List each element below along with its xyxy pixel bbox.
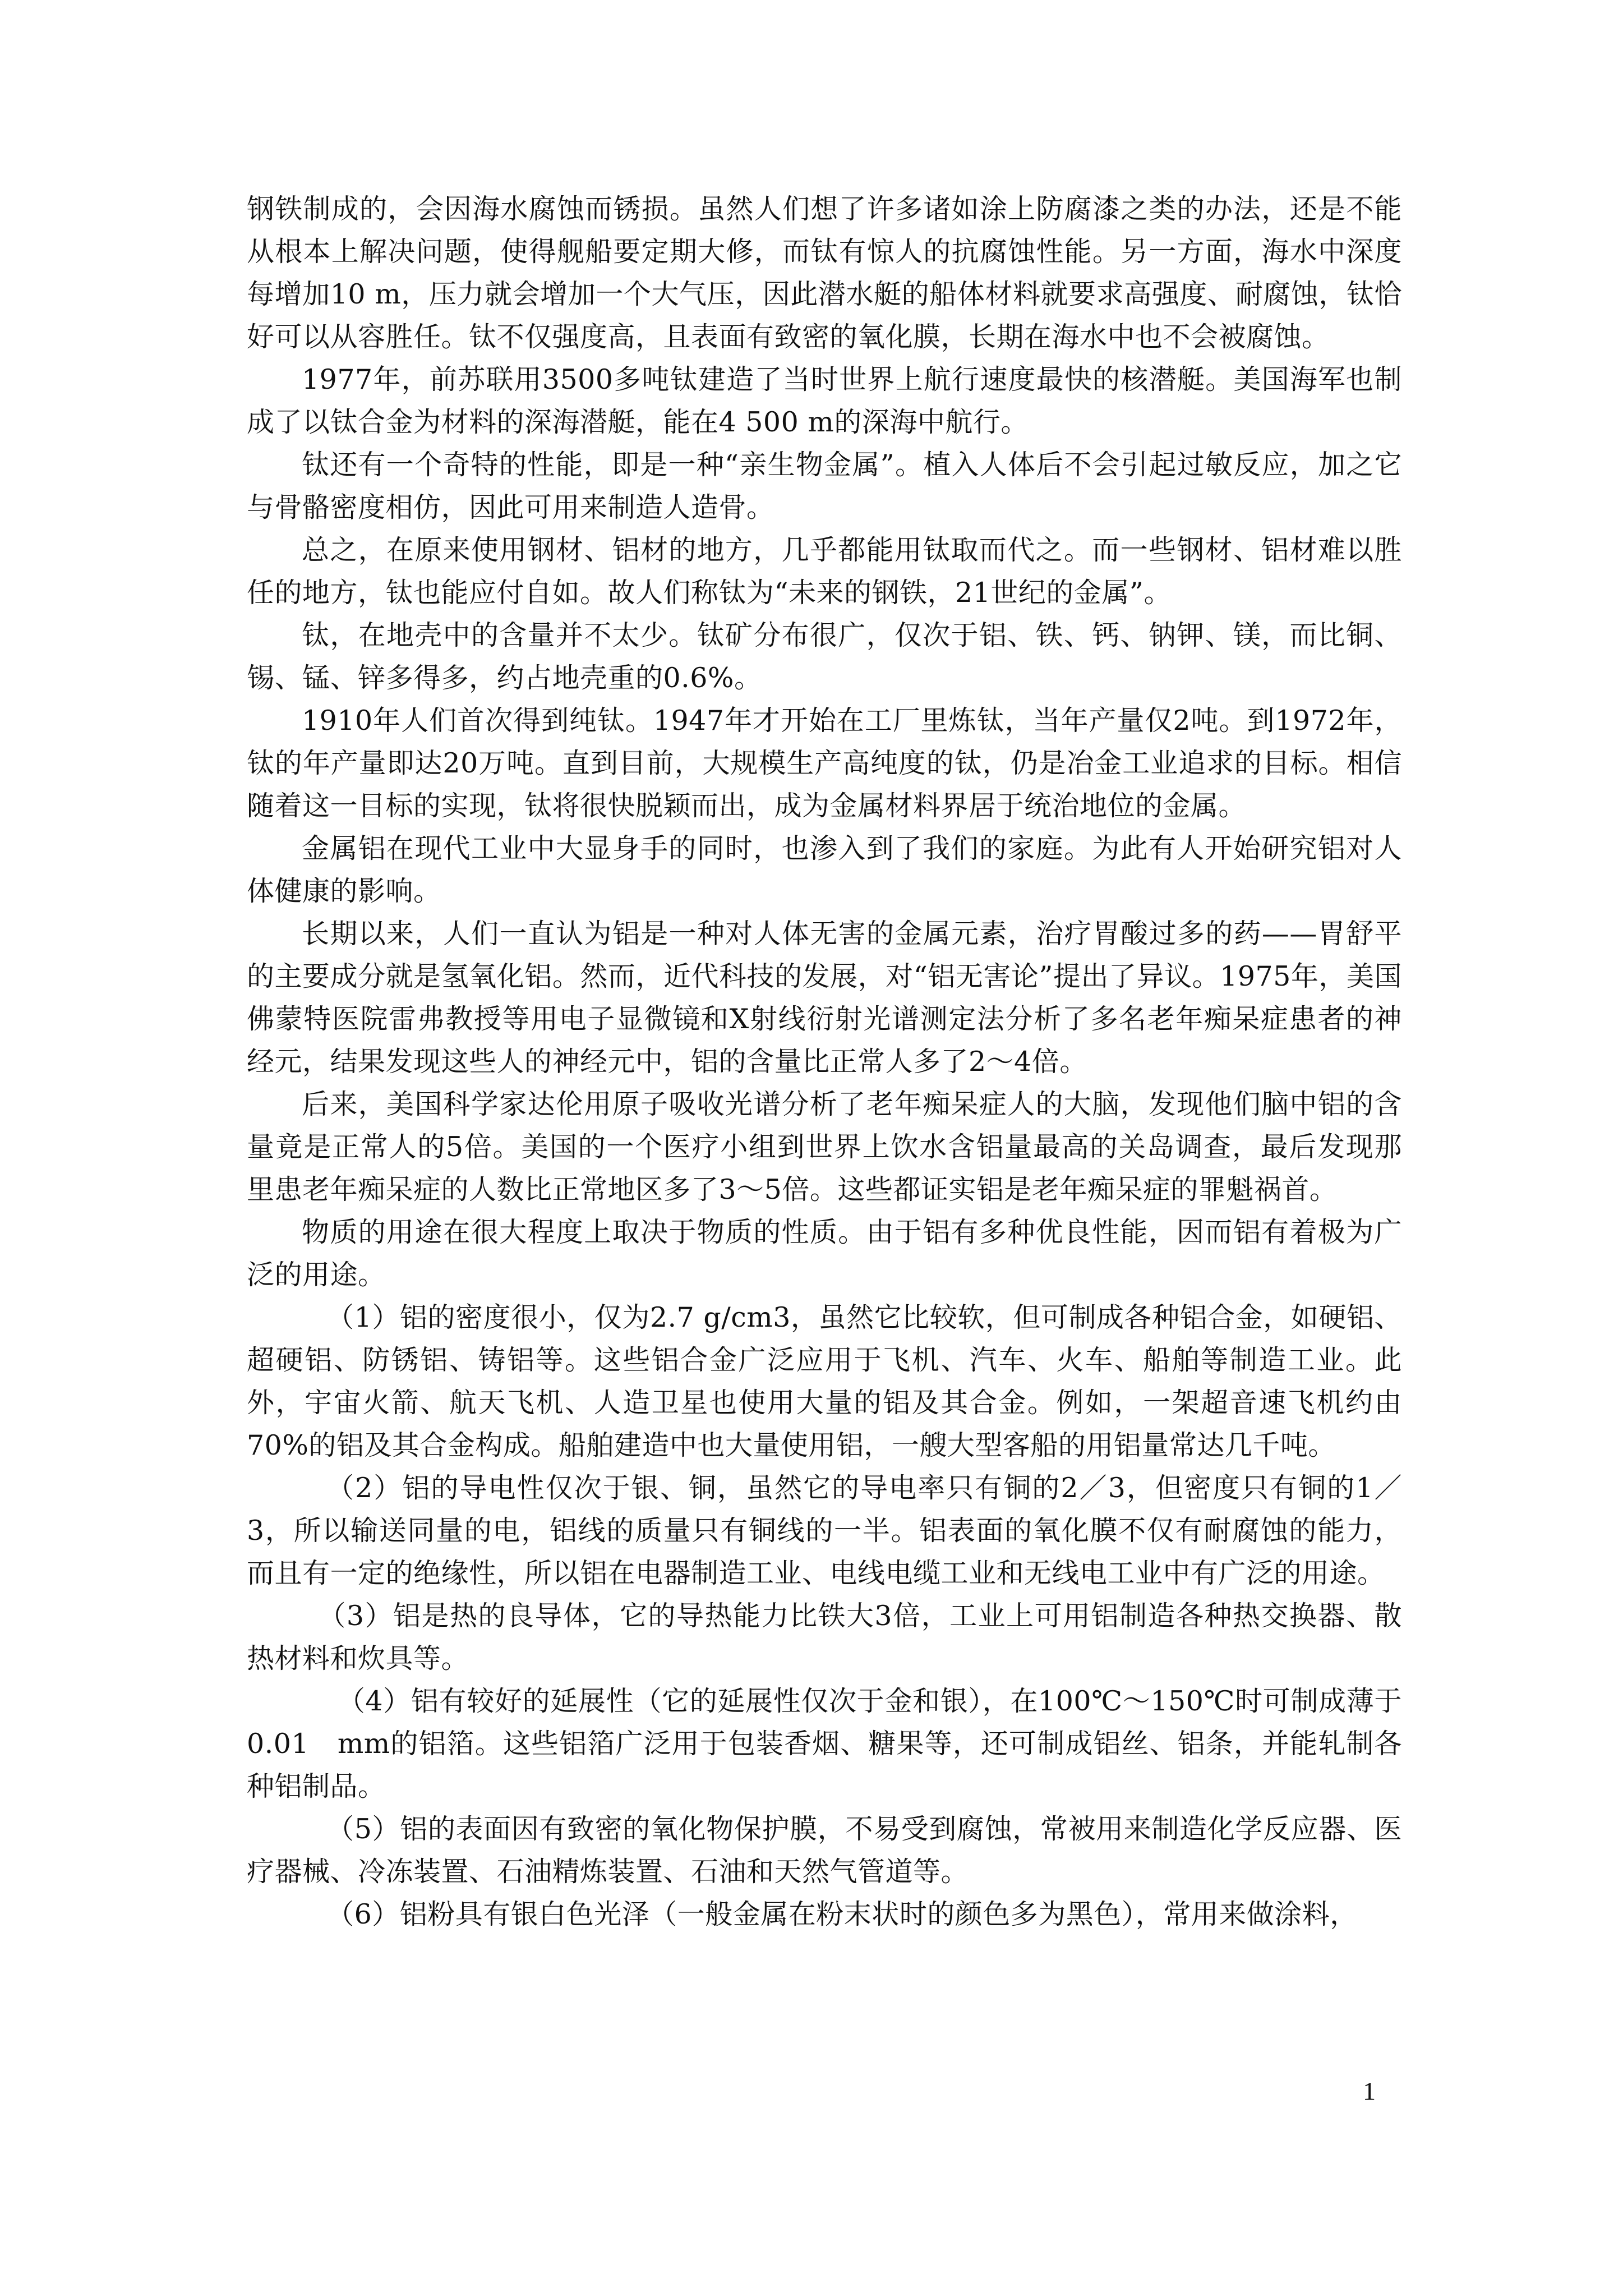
document-body	[247, 188, 1402, 1936]
paragraph-2: 1977年，前苏联用3500多吨钛建造了当时世界上航行速度最快的核潜艇。美国海军也制成了以钛合金为材料的深海潜艇，能在4 500 m的深海中航行。	[247, 364, 1402, 438]
paragraph-3: 钛还有一个奇特的性能，即是一种“亲生物金属”。植入人体后不会引起过敏反应，加之它与骨骼密度相仿，因此可用来制造人造骨。	[247, 449, 1402, 523]
list-item-3: （3）铝是热的良导体，它的导热能力比铁大3倍，工业上可用铝制造各种热交换器、散热材料和炊具等。	[247, 1600, 1402, 1674]
paragraph-7: 金属铝在现代工业中大显身手的同时，也渗入到了我们的家庭。为此有人开始研究铝对人体健康的影响。	[247, 832, 1402, 907]
list-item-1: （1）铝的密度很小，仅为2.7 g/cm3，虽然它比较软，但可制成各种铝合金，如硬铝、超硬铝、防锈铝、铸铝等。这些铝合金广泛应用于飞机、汽车、火车、船舶等制造工业。此外，宇宙火箭、航天飞机、人造卫星也使用大量的铝及其合金。例如，一架超音速飞机约由70%的铝及其合金构成。船舶建造中也大量使用铝，一艘大型客船的用铝量常达几千吨。	[247, 1301, 1402, 1461]
list-item-4: （4）铝有较好的延展性（它的延展性仅次于金和银），在100℃～150℃时可制成薄于0.01 mm的铝箔。这些铝箔广泛用于包装香烟、糖果等，还可制成铝丝、铝条，并能轧制各种铝制品。	[247, 1685, 1402, 1802]
paragraph-9: 后来，美国科学家达伦用原子吸收光谱分析了老年痴呆症人的大脑，发现他们脑中铝的含量竟是正常人的5倍。美国的一个医疗小组到世界上饮水含铝量最高的关岛调查，最后发现那里患老年痴呆症的人数比正常地区多了3～5倍。这些都证实铝是老年痴呆症的罪魁祸首。	[247, 1088, 1402, 1205]
list-item-2: （2）铝的导电性仅次于银、铜，虽然它的导电率只有铜的2／3，但密度只有铜的1／3，所以输送同量的电，铝线的质量只有铜线的一半。铝表面的氧化膜不仅有耐腐蚀的能力，而且有一定的绝缘性，所以铝在电器制造工业、电线电缆工业和无线电工业中有广泛的用途。	[247, 1472, 1402, 1589]
paragraph-1: 钢铁制成的，会因海水腐蚀而锈损。虽然人们想了许多诸如涂上防腐漆之类的办法，还是不能从根本上解决问题，使得舰船要定期大修，而钛有惊人的抗腐蚀性能。另一方面，海水中深度每增加10 m，压力就会增加一个大气压，因此潜水艇的船体材料就要求高强度、耐腐蚀，钛恰好可以从容胜任。钛不仅强度高，且表面有致密的氧化膜，长期在海水中也不会被腐蚀。	[247, 193, 1402, 353]
paragraph-4: 总之，在原来使用钢材、铝材的地方，几乎都能用钛取而代之。而一些钢材、铝材难以胜任的地方，钛也能应付自如。故人们称钛为“未来的钢铁，21世纪的金属”。	[247, 534, 1402, 609]
paragraph-10: 物质的用途在很大程度上取决于物质的性质。由于铝有多种优良性能，因而铝有着极为广泛的用途。	[247, 1216, 1402, 1291]
paragraph-8: 长期以来，人们一直认为铝是一种对人体无害的金属元素，治疗胃酸过多的药——胃舒平的主要成分就是氢氧化铝。然而，近代科技的发展，对“铝无害论”提出了异议。1975年，美国佛蒙特医院雷弗教授等用电子显微镜和X射线衍射光谱测定法分析了多名老年痴呆症患者的神经元，结果发现这些人的神经元中，铝的含量比正常人多了2～4倍。	[247, 918, 1402, 1078]
paragraph-5: 钛，在地壳中的含量并不太少。钛矿分布很广，仅次于铝、铁、钙、钠钾、镁，而比铜、锡、锰、锌多得多，约占地壳重的0.6%。	[247, 619, 1402, 694]
page-number: 1	[1363, 2077, 1376, 2105]
paragraph-6: 1910年人们首次得到纯钛。1947年才开始在工厂里炼钛，当年产量仅2吨。到1972年，钛的年产量即达20万吨。直到目前，大规模生产高纯度的钛，仍是冶金工业追求的目标。相信随着这一目标的实现，钛将很快脱颖而出，成为金属材料界居于统治地位的金属。	[247, 705, 1402, 822]
list-item-6: （6）铝粉具有银白色光泽（一般金属在粉末状时的颜色多为黑色），常用来做涂料，	[326, 1898, 1358, 1930]
list-item-5: （5）铝的表面因有致密的氧化物保护膜，不易受到腐蚀，常被用来制造化学反应器、医疗器械、冷冻装置、石油精炼装置、石油和天然气管道等。	[247, 1813, 1402, 1888]
